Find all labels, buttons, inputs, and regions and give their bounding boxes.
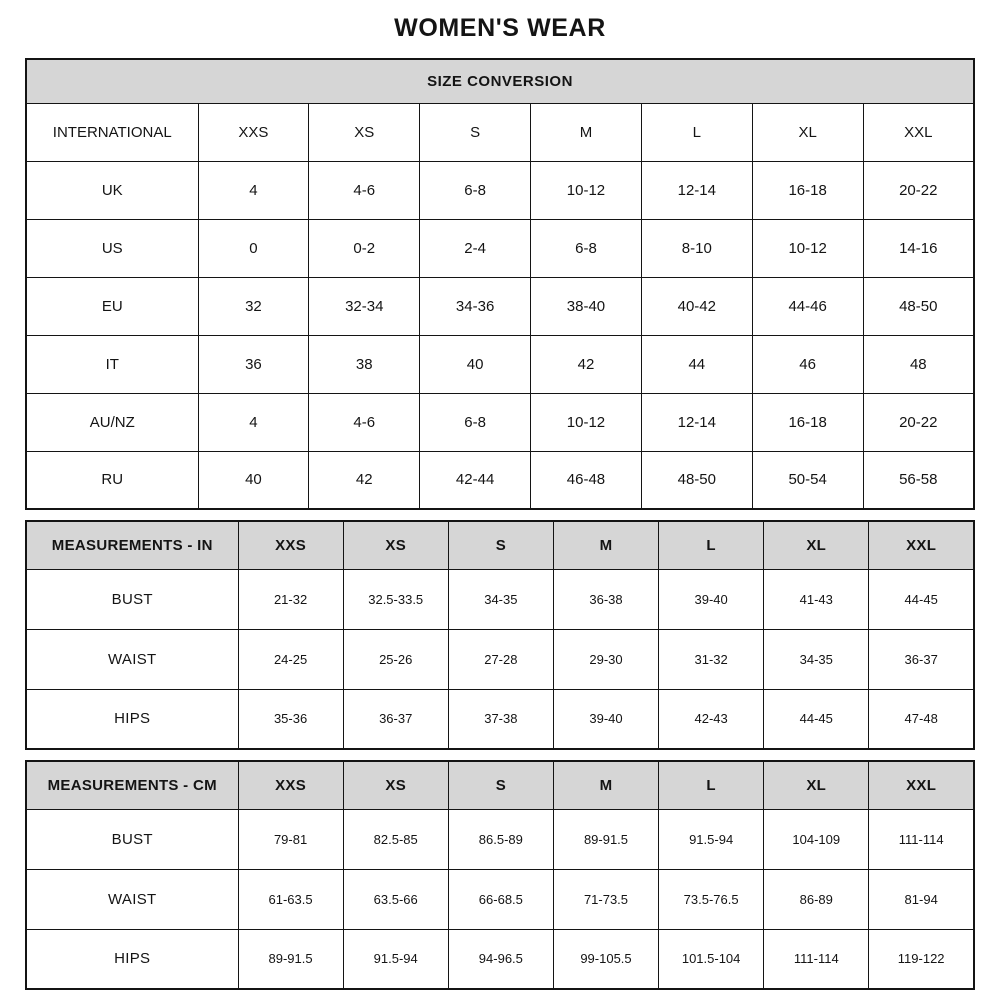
table-row-waist [26,629,974,689]
table-cell: 38-40 [531,277,642,335]
column-header-l: L [641,103,752,161]
table-cell: 20-22 [863,161,974,219]
table-cell: 111-114 [764,929,869,989]
table-cell: 61-63.5 [238,869,343,929]
table-cell: 0-2 [309,219,420,277]
table-cell: 8-10 [641,219,752,277]
table-cell: 6-8 [531,219,642,277]
table-header-row [26,521,974,569]
measurements-in-table [25,520,975,750]
table-cell: 81-94 [869,869,974,929]
column-header-xl: XL [764,521,869,569]
table-banner-row [26,59,974,103]
table-cell: 2-4 [420,219,531,277]
row-label: BUST [26,569,238,629]
table-cell: 66-68.5 [448,869,553,929]
row-label: IT [26,335,198,393]
table-row-waist [26,869,974,929]
table-cell: 31-32 [659,629,764,689]
table-cell: 44-45 [869,569,974,629]
table-cell: 101.5-104 [659,929,764,989]
table-cell: 32-34 [309,277,420,335]
table-row-it [26,335,974,393]
column-header-measurements-cm: MEASUREMENTS - CM [26,761,238,809]
table-cell: 21-32 [238,569,343,629]
measurements-cm-table [25,760,975,990]
table-cell: 73.5-76.5 [659,869,764,929]
table-cell: 99-105.5 [553,929,658,989]
table-cell: 32 [198,277,309,335]
table-cell: 82.5-85 [343,809,448,869]
row-label: WAIST [26,629,238,689]
table-cell: 89-91.5 [238,929,343,989]
table-cell: 4-6 [309,393,420,451]
table-cell: 32.5-33.5 [343,569,448,629]
table-cell: 10-12 [752,219,863,277]
column-header-xxs: XXS [198,103,309,161]
table-cell: 46 [752,335,863,393]
table-cell: 44 [641,335,752,393]
column-header-international: INTERNATIONAL [26,103,198,161]
table-cell: 89-91.5 [553,809,658,869]
table-row-aunz [26,393,974,451]
table-cell: 119-122 [869,929,974,989]
page-title: WOMEN'S WEAR [394,14,606,42]
table-cell: 47-48 [869,689,974,749]
table-row-bust [26,809,974,869]
table-cell: 16-18 [752,161,863,219]
table-row-eu [26,277,974,335]
column-header-s: S [448,521,553,569]
table-cell: 6-8 [420,393,531,451]
column-header-xl: XL [764,761,869,809]
table-cell: 4 [198,393,309,451]
table-cell: 34-35 [448,569,553,629]
column-header-xs: XS [343,761,448,809]
row-label: BUST [26,809,238,869]
table-cell: 36-38 [553,569,658,629]
table-cell: 24-25 [238,629,343,689]
row-label: HIPS [26,929,238,989]
table-cell: 91.5-94 [659,809,764,869]
table-cell: 39-40 [659,569,764,629]
table-cell: 111-114 [869,809,974,869]
table-cell: 63.5-66 [343,869,448,929]
table-row-bust [26,569,974,629]
table-cell: 42-43 [659,689,764,749]
table-cell: 36-37 [869,629,974,689]
table-cell: 35-36 [238,689,343,749]
table-cell: 71-73.5 [553,869,658,929]
table-cell: 36-37 [343,689,448,749]
table-cell: 46-48 [531,451,642,509]
row-label: EU [26,277,198,335]
table-cell: 38 [309,335,420,393]
table-header-row [26,103,974,161]
column-header-xxl: XXL [869,521,974,569]
table-row-ru [26,451,974,509]
column-header-xxl: XXL [869,761,974,809]
column-header-measurements-in: MEASUREMENTS - IN [26,521,238,569]
column-header-xs: XS [309,103,420,161]
column-header-m: M [531,103,642,161]
table-cell: 14-16 [863,219,974,277]
row-label: RU [26,451,198,509]
column-header-xs: XS [343,521,448,569]
table-row-us [26,219,974,277]
table-cell: 48-50 [863,277,974,335]
column-header-xxl: XXL [863,103,974,161]
table-cell: 44-46 [752,277,863,335]
size-conversion-title: SIZE CONVERSION [26,59,974,103]
table-cell: 16-18 [752,393,863,451]
table-cell: 39-40 [553,689,658,749]
column-header-xl: XL [752,103,863,161]
column-header-s: S [420,103,531,161]
table-cell: 34-36 [420,277,531,335]
table-cell: 44-45 [764,689,869,749]
table-cell: 37-38 [448,689,553,749]
table-cell: 41-43 [764,569,869,629]
table-cell: 42 [531,335,642,393]
table-row-uk [26,161,974,219]
size-conversion-table [25,58,975,510]
column-header-xxs: XXS [238,521,343,569]
table-cell: 36 [198,335,309,393]
table-row-hips [26,929,974,989]
column-header-l: L [659,761,764,809]
table-cell: 104-109 [764,809,869,869]
table-cell: 27-28 [448,629,553,689]
table-cell: 10-12 [531,393,642,451]
table-cell: 34-35 [764,629,869,689]
table-cell: 79-81 [238,809,343,869]
table-cell: 20-22 [863,393,974,451]
table-cell: 4-6 [309,161,420,219]
row-label: US [26,219,198,277]
column-header-xxs: XXS [238,761,343,809]
column-header-m: M [553,761,658,809]
column-header-l: L [659,521,764,569]
table-cell: 0 [198,219,309,277]
row-label: WAIST [26,869,238,929]
table-cell: 25-26 [343,629,448,689]
table-cell: 40 [198,451,309,509]
table-cell: 56-58 [863,451,974,509]
row-label: HIPS [26,689,238,749]
table-cell: 48-50 [641,451,752,509]
table-cell: 86-89 [764,869,869,929]
table-cell: 12-14 [641,161,752,219]
row-label: AU/NZ [26,393,198,451]
column-header-m: M [553,521,658,569]
table-cell: 12-14 [641,393,752,451]
table-cell: 50-54 [752,451,863,509]
table-cell: 86.5-89 [448,809,553,869]
table-cell: 10-12 [531,161,642,219]
table-cell: 42 [309,451,420,509]
table-cell: 94-96.5 [448,929,553,989]
table-cell: 91.5-94 [343,929,448,989]
table-cell: 29-30 [553,629,658,689]
table-cell: 48 [863,335,974,393]
table-header-row [26,761,974,809]
table-cell: 4 [198,161,309,219]
row-label: UK [26,161,198,219]
table-cell: 42-44 [420,451,531,509]
table-cell: 40-42 [641,277,752,335]
table-row-hips [26,689,974,749]
table-cell: 40 [420,335,531,393]
column-header-s: S [448,761,553,809]
table-cell: 6-8 [420,161,531,219]
